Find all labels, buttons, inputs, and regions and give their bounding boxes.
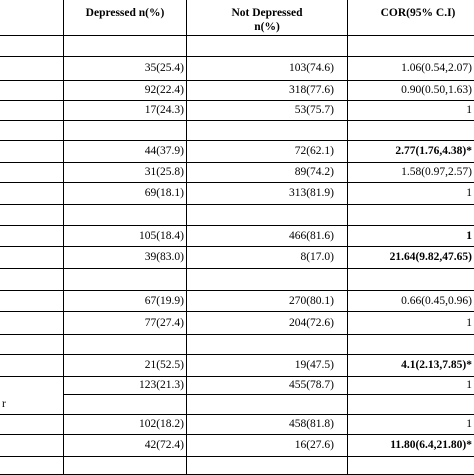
table-cell: 21.64(9.82,47.65) bbox=[389, 251, 472, 263]
table-cell: 19(47.5) bbox=[294, 359, 334, 371]
table-cell: 105(18.4) bbox=[138, 230, 184, 242]
table-cell: 123(21.3) bbox=[138, 379, 184, 391]
table-cell: 102(18.2) bbox=[138, 418, 184, 430]
row-divider bbox=[0, 225, 474, 226]
table-cell: 69(18.1) bbox=[144, 187, 184, 199]
row-divider bbox=[0, 120, 474, 121]
table-cell: 1.58(0.97,2.57) bbox=[401, 166, 472, 178]
header-not-depressed-unit: n(%) bbox=[254, 21, 280, 33]
row-label-fragment: r bbox=[2, 398, 6, 410]
row-divider bbox=[0, 246, 474, 247]
table-cell: 53(75.7) bbox=[294, 104, 334, 116]
table-cell: 35(25.4) bbox=[144, 62, 184, 74]
row-divider bbox=[0, 268, 474, 269]
table-cell: 455(78.7) bbox=[288, 379, 334, 391]
row-divider bbox=[63, 394, 474, 395]
table-cell: 1 bbox=[466, 379, 472, 391]
row-divider bbox=[0, 290, 474, 291]
table-cell: 2.77(1.76,4.38)* bbox=[395, 145, 472, 157]
row-divider bbox=[0, 182, 474, 183]
table-cell: 17(24.3) bbox=[144, 104, 184, 116]
row-divider bbox=[0, 80, 474, 81]
table-cell: 89(74.2) bbox=[294, 166, 334, 178]
table-cell: 1 bbox=[466, 104, 472, 116]
table-cell: 21(52.5) bbox=[144, 359, 184, 371]
table-cell: 1 bbox=[466, 418, 472, 430]
table-cell: 1 bbox=[466, 317, 472, 329]
table-cell: 67(19.9) bbox=[144, 295, 184, 307]
header-depressed: Depressed n(%) bbox=[85, 7, 165, 19]
row-divider bbox=[0, 56, 474, 57]
row-divider bbox=[0, 434, 474, 435]
table-cell: 92(22.4) bbox=[144, 84, 184, 96]
row-divider bbox=[0, 456, 474, 457]
row-divider bbox=[0, 204, 474, 205]
row-divider bbox=[0, 162, 474, 163]
row-divider bbox=[0, 100, 474, 101]
table-cell: 270(80.1) bbox=[288, 295, 334, 307]
table-cell: 458(81.8) bbox=[288, 418, 334, 430]
table-cell: 0.66(0.45,0.96) bbox=[401, 295, 472, 307]
table-cell: 31(25.8) bbox=[144, 166, 184, 178]
table-cell: 103(74.6) bbox=[288, 62, 334, 74]
table-cell: 72(62.1) bbox=[294, 145, 334, 157]
row-divider bbox=[0, 35, 474, 36]
table-cell: 466(81.6) bbox=[288, 230, 334, 242]
table-cell: 1 bbox=[466, 230, 472, 242]
header-cor: COR(95% C.I) bbox=[380, 7, 456, 19]
row-divider bbox=[0, 414, 474, 415]
table-cell: 42(72.4) bbox=[144, 439, 184, 451]
header-not-depressed: Not Depressed bbox=[231, 7, 303, 19]
table-cell: 77(27.4) bbox=[144, 317, 184, 329]
table-cell: 0.90(0.50,1.63) bbox=[401, 84, 472, 96]
table-cell: 313(81.9) bbox=[288, 187, 334, 199]
row-divider bbox=[0, 376, 474, 377]
row-divider bbox=[0, 140, 474, 141]
table-cell: 8(17.0) bbox=[300, 251, 334, 263]
table-cell: 11.80(6.4,21.80)* bbox=[390, 439, 472, 451]
table-cell: 1.06(0.54,2.07) bbox=[401, 62, 472, 74]
table-cell: 1 bbox=[466, 187, 472, 199]
table-cell: 44(37.9) bbox=[144, 145, 184, 157]
row-divider bbox=[0, 354, 474, 355]
table-cell: 204(72.6) bbox=[288, 317, 334, 329]
table-cell: 318(77.6) bbox=[288, 84, 334, 96]
table-cell: 16(27.6) bbox=[294, 439, 334, 451]
table-cell: 4.1(2.13,7.85)* bbox=[401, 359, 472, 371]
row-divider bbox=[0, 334, 474, 335]
table-cell: 39(83.0) bbox=[144, 251, 184, 263]
row-divider bbox=[0, 311, 474, 312]
